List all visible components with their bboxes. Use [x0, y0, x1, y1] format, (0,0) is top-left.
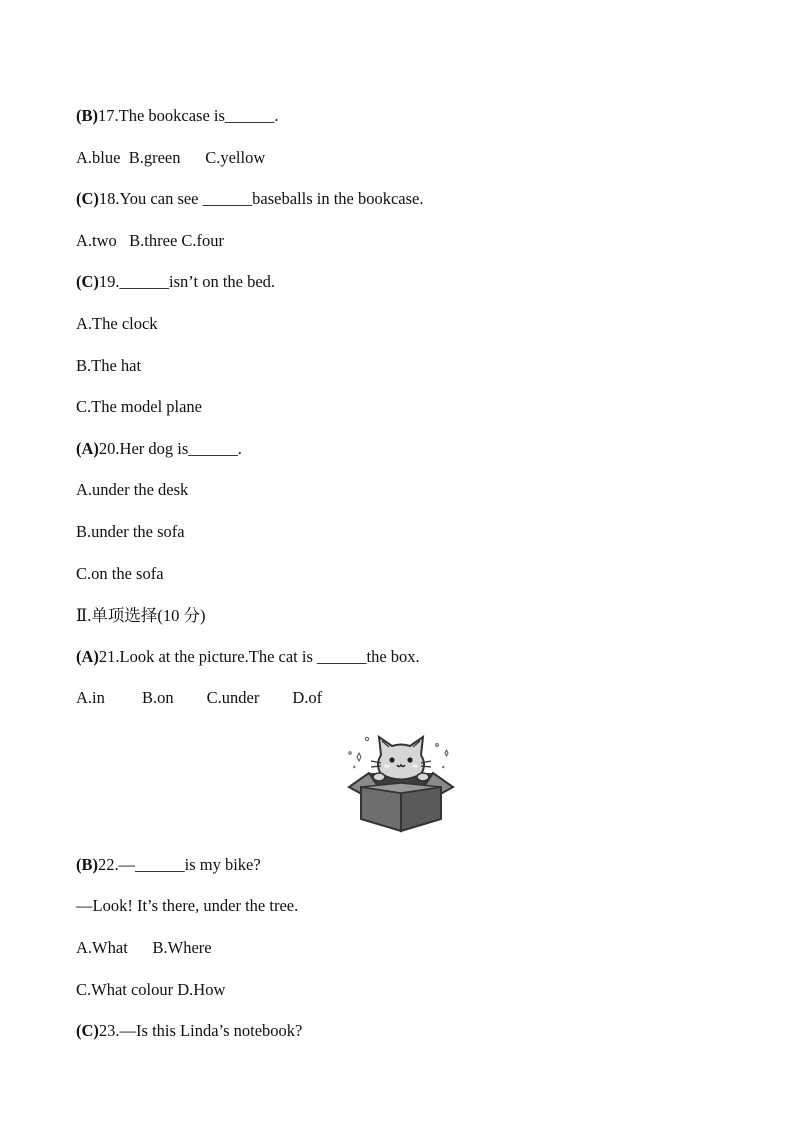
question-text: 23.—Is this Linda’s notebook? — [98, 1021, 303, 1040]
answer-label: (A) — [76, 439, 99, 458]
question-21 — [76, 647, 420, 667]
box-front-right — [401, 787, 441, 831]
answer-label: (A) — [76, 647, 99, 666]
option-text: C.on the sofa — [76, 564, 164, 583]
option-19-a — [76, 314, 158, 334]
dialogue-line — [76, 896, 298, 916]
option-20-b — [76, 522, 185, 542]
options-17 — [76, 148, 265, 168]
option-text: A.The clock — [76, 314, 158, 333]
question-text: 18.You can see ______baseballs in the bookcase. — [98, 189, 424, 208]
box-front-left — [361, 787, 401, 831]
options-22-a — [76, 938, 212, 958]
cat-in-box-illustration — [345, 727, 457, 833]
section-heading-text: Ⅱ.单项选择(10 分) — [76, 606, 206, 625]
question-23 — [76, 1021, 302, 1041]
option-20-a — [76, 480, 188, 500]
answer-label: (C) — [76, 272, 99, 291]
option-20-c — [76, 564, 164, 584]
options-text: C.What colour D.How — [76, 980, 226, 999]
question-19 — [76, 272, 275, 292]
question-text: 21.Look at the picture.The cat is ______the box. — [98, 647, 420, 666]
question-22 — [76, 855, 261, 875]
question-17 — [76, 106, 279, 126]
options-text: A.blue B.green C.yellow — [76, 148, 266, 167]
options-text: A.two B.three C.four — [76, 231, 225, 250]
question-20 — [76, 439, 242, 459]
options-text: A.What B.Where — [76, 938, 212, 957]
answer-label: (B) — [76, 855, 98, 874]
section-heading — [76, 606, 205, 626]
option-19-b — [76, 356, 141, 376]
options-21 — [76, 688, 322, 708]
answer-label: (C) — [76, 1021, 99, 1040]
question-18 — [76, 189, 424, 209]
question-text: 22.—______is my bike? — [98, 855, 261, 874]
options-text: A.in B.on C.under D.of — [76, 688, 323, 707]
option-text: C.The model plane — [76, 397, 203, 416]
question-text: 17.The bookcase is______. — [98, 106, 279, 125]
option-text: A.under the desk — [76, 480, 189, 499]
option-19-c — [76, 397, 202, 417]
cat-icon — [371, 737, 431, 781]
question-text: 19.______isn’t on the bed. — [98, 272, 276, 291]
answer-label: (B) — [76, 106, 98, 125]
option-text: B.under the sofa — [76, 522, 185, 541]
question-text: 20.Her dog is______. — [98, 439, 242, 458]
options-22-b — [76, 980, 225, 1000]
option-text: B.The hat — [76, 356, 142, 375]
dialogue-text: —Look! It’s there, under the tree. — [76, 896, 299, 915]
options-18 — [76, 231, 224, 251]
answer-label: (C) — [76, 189, 99, 208]
